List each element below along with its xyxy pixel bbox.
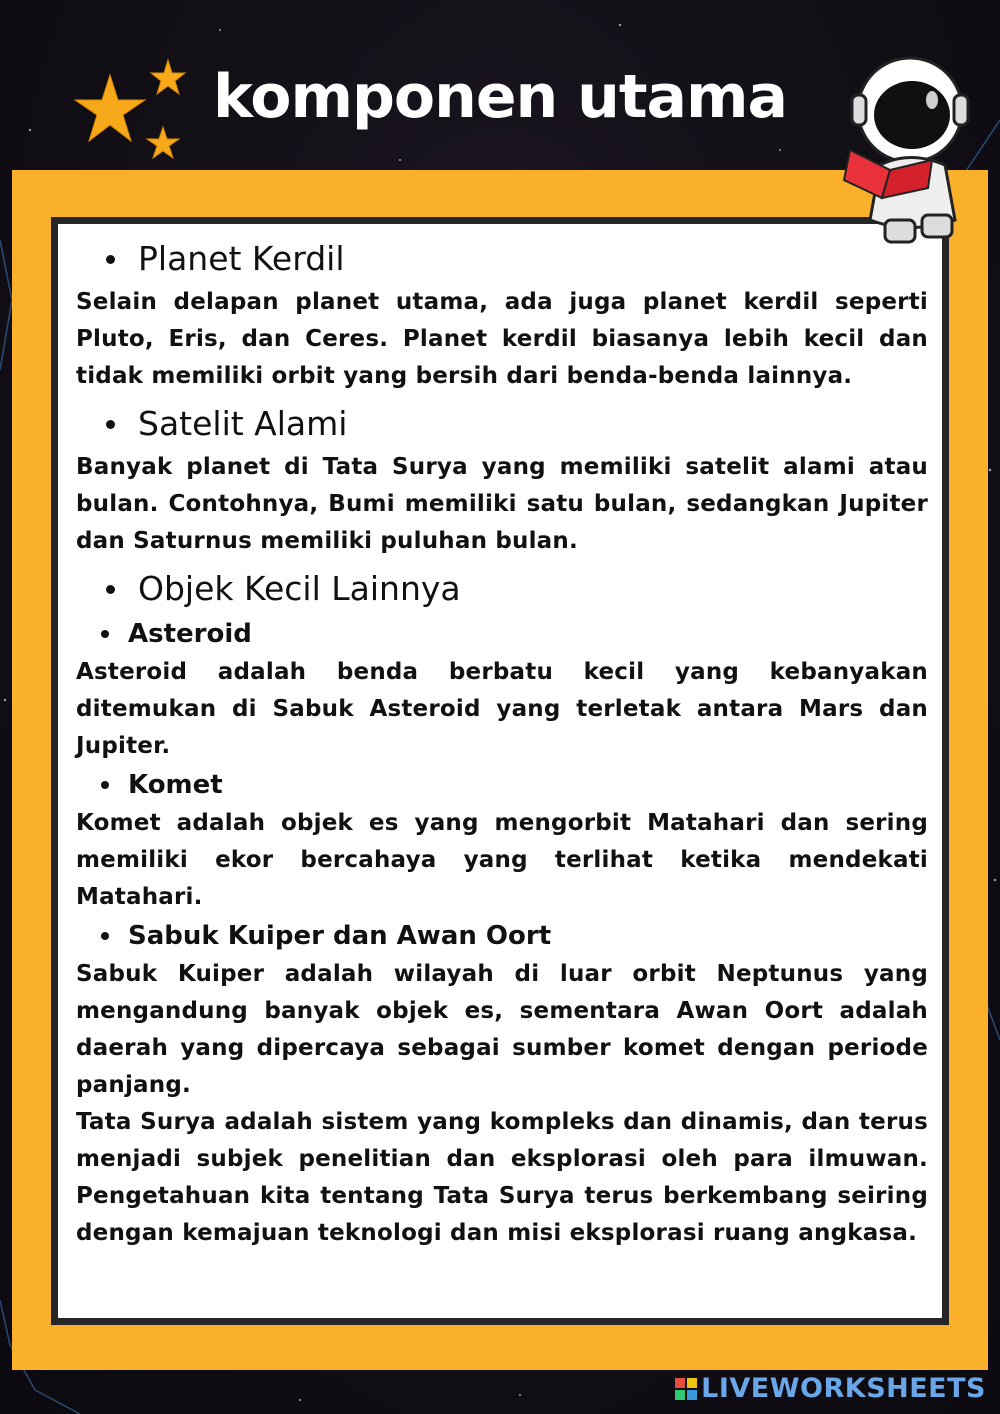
astronaut-icon bbox=[840, 40, 980, 250]
subsection-paragraph: Sabuk Kuiper adalah wilayah di luar orbit Neptunus yang mengandung banyak objek es, sementara Awan Oort adalah daerah yang dipercaya sebagai sumber komet dengan periode panjang. bbox=[76, 961, 928, 1098]
subsection-sabuk-kuiper bbox=[76, 916, 928, 1104]
section-heading: Objek Kecil Lainnya bbox=[76, 564, 928, 614]
liveworksheets-logo-icon bbox=[675, 1378, 697, 1400]
section-heading: Planet Kerdil bbox=[76, 234, 928, 284]
section-planet-kerdil bbox=[76, 234, 928, 395]
subsection-komet bbox=[76, 765, 928, 916]
section-paragraph: Selain delapan planet utama, ada juga planet kerdil seperti Pluto, Eris, dan Ceres. Planet kerdil biasanya lebih kecil dan tidak memiliki orbit yang bersih dari benda-benda lainnya. bbox=[76, 289, 928, 389]
subsection-paragraph: Asteroid adalah benda berbatu kecil yang kebanyakan ditemukan di Sabuk Asteroid yang terletak antara Mars dan Jupiter. bbox=[76, 659, 928, 759]
section-objek-kecil bbox=[76, 564, 928, 1104]
subsection-asteroid bbox=[76, 614, 928, 765]
section-paragraph: Banyak planet di Tata Surya yang memiliki satelit alami atau bulan. Contohnya, Bumi memiliki satu bulan, sedangkan Jupiter dan Saturnus memiliki puluhan bulan. bbox=[76, 454, 928, 554]
section-satelit-alami bbox=[76, 399, 928, 560]
subsection-heading: Sabuk Kuiper dan Awan Oort bbox=[76, 916, 928, 956]
subsection-paragraph: Komet adalah objek es yang mengorbit Matahari dan sering memiliki ekor bercahaya yang terlihat ketika mendekati Matahari. bbox=[76, 810, 928, 910]
document-content bbox=[76, 234, 928, 1252]
closing-paragraph: Tata Surya adalah sistem yang kompleks dan dinamis, dan terus menjadi subjek penelitian dan eksplorasi oleh para ilmuwan. Pengetahuan kita tentang Tata Surya terus berkembang seiring dengan kemajuan teknologi dan misi eksplorasi ruang angkasa. bbox=[76, 1109, 928, 1246]
page-title: komponen utama bbox=[212, 62, 788, 132]
watermark-text: LIVEWORKSHEETS bbox=[701, 1373, 986, 1404]
section-heading: Satelit Alami bbox=[76, 399, 928, 449]
subsection-heading: Asteroid bbox=[76, 614, 928, 654]
liveworksheets-watermark bbox=[675, 1373, 986, 1404]
subsection-heading: Komet bbox=[76, 765, 928, 805]
